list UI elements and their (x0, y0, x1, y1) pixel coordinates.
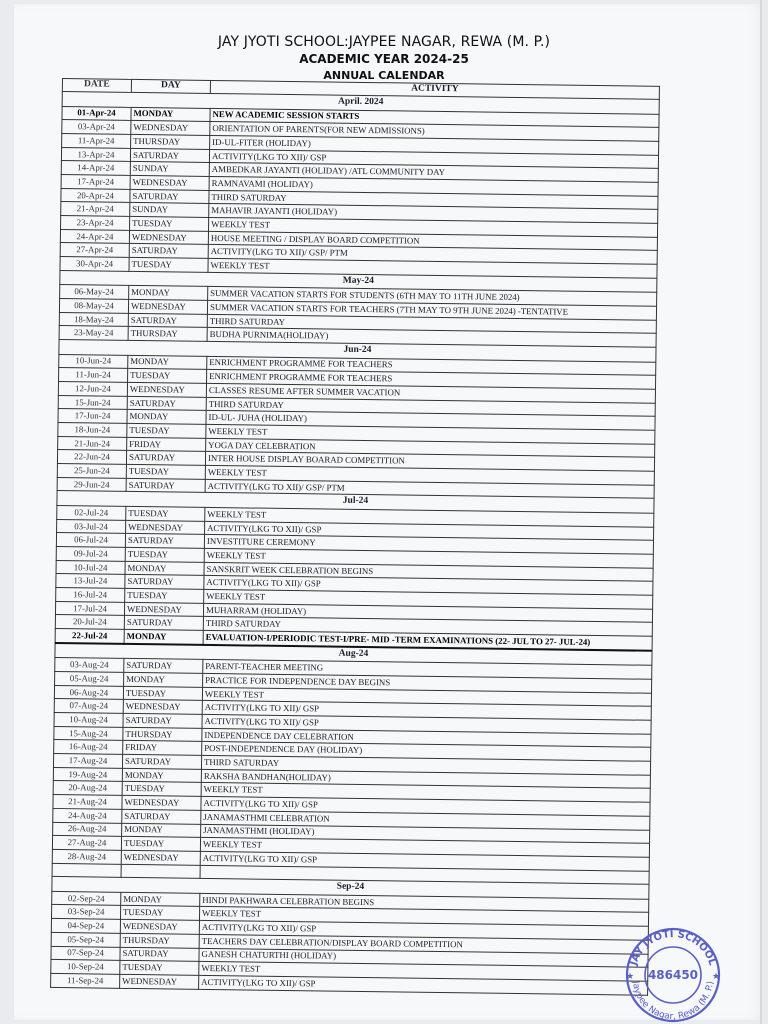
activity-cell: ACTIVITY(LKG TO XII)/ GSP (201, 797, 650, 817)
month-heading: Jun-24 (59, 339, 656, 361)
day-cell: SATURDAY (126, 451, 205, 466)
date-cell: 17-Aug-24 (53, 754, 122, 769)
activity-cell: ID-UL-FITER (HOLIDAY) (210, 135, 659, 155)
activity-cell: ACTIVITY(LKG TO XII)/ GSP (209, 149, 658, 169)
date-cell: 29-Jun-24 (57, 477, 126, 492)
day-cell: TUESDAY (130, 216, 209, 231)
activity-cell: WEEKLY TEST (200, 838, 649, 858)
date-cell: 14-Apr-24 (61, 161, 130, 176)
activity-cell: NEW ACADEMIC SESSION STARTS (210, 108, 659, 128)
day-cell: SATURDAY (122, 809, 201, 824)
date-cell: 17-Apr-24 (61, 174, 130, 189)
day-cell: WEDNESDAY (120, 919, 199, 934)
activity-cell: WEEKLY TEST (202, 687, 651, 707)
activity-cell: THIRD SATURDAY (209, 190, 658, 210)
date-cell: 28-Aug-24 (52, 849, 121, 864)
day-cell: SATURDAY (130, 148, 209, 163)
day-cell: THURSDAY (120, 933, 199, 948)
activity-cell: INVESTITURE CEREMONY (204, 535, 653, 555)
activity-cell: CLASSES RESUME AFTER SUMMER VACATION (206, 383, 655, 403)
date-cell: 22-Jun-24 (57, 450, 126, 465)
activity-cell: POST-INDEPENDENCE DAY (HOLIDAY) (202, 742, 651, 762)
day-cell: SATURDAY (122, 754, 201, 769)
date-cell: 13-Apr-24 (61, 147, 130, 162)
day-cell: WEDNESDAY (127, 382, 206, 397)
day-cell: TUESDAY (126, 506, 205, 521)
day-cell: WEDNESDAY (129, 230, 208, 245)
calendar-body (51, 92, 660, 995)
date-cell: 23-May-24 (59, 326, 128, 341)
activity-cell: WEEKLY TEST (209, 217, 658, 237)
day-cell: MONDAY (122, 823, 201, 838)
date-cell: 20-Aug-24 (53, 781, 122, 796)
day-cell: WEDNESDAY (120, 974, 199, 989)
day-cell: MONDAY (124, 629, 203, 644)
date-cell: 04-Sep-24 (51, 919, 120, 934)
activity-cell: ENRICHMENT PROGRAMME FOR TEACHERS (207, 356, 656, 376)
stamp-bottom-text: Jaypee Nagar, Rewa (M. P.) (630, 980, 716, 1023)
date-cell: 10-Aug-24 (54, 712, 123, 727)
day-cell: TUESDAY (122, 782, 201, 797)
academic-year: ACADEMIC YEAR 2024-25 (299, 52, 469, 66)
activity-cell: PARENT-TEACHER MEETING (203, 660, 652, 680)
month-heading: Aug-24 (55, 643, 652, 666)
month-heading: April. 2024 (62, 92, 659, 114)
day-cell: MONDAY (131, 107, 210, 122)
activity-cell: ACTIVITY(LKG TO XII)/ GSP (200, 851, 649, 871)
date-cell: 21-Apr-24 (61, 202, 130, 217)
day-cell: SATURDAY (130, 189, 209, 204)
date-cell: 03-Sep-24 (51, 905, 120, 920)
day-cell: SATURDAY (129, 244, 208, 259)
date-cell: 17-Jul-24 (55, 601, 124, 616)
activity-cell: HOUSE MEETING / DISPLAY BOARD COMPETITION (208, 231, 657, 251)
date-cell: 27-Apr-24 (60, 243, 129, 258)
date-cell: 20-Jul-24 (55, 615, 124, 630)
date-cell: 18-May-24 (59, 312, 128, 327)
activity-cell: ACTIVITY(LKG TO XII)/ GSP (204, 576, 653, 596)
activity-cell: INTER HOUSE DISPLAY BOARAD COMPETITION (205, 452, 654, 472)
date-cell: 06-Jul-24 (56, 533, 125, 548)
activity-cell: WEEKLY TEST (205, 465, 654, 485)
activity-cell: WEEKLY TEST (199, 907, 648, 927)
date-cell: 13-Jul-24 (56, 574, 125, 589)
date-cell: 15-Jun-24 (58, 395, 127, 410)
stamp-star-left-icon: ★ (625, 972, 635, 982)
day-cell: MONDAY (122, 768, 201, 783)
date-cell: 02-Sep-24 (52, 891, 121, 906)
day-cell: WEDNESDAY (122, 795, 201, 810)
stamp-top-text: JAY JYOTI SCHOOL (628, 928, 718, 967)
day-cell: SUNDAY (130, 162, 209, 177)
stamp-code: 486450 (647, 968, 699, 982)
activity-column-header: ACTIVITY (210, 80, 659, 99)
date-cell: 07-Aug-24 (54, 699, 123, 714)
day-cell: TUESDAY (129, 257, 208, 272)
day-cell: SATURDAY (124, 616, 203, 631)
calendar-title: ANNUAL CALENDAR (323, 69, 445, 82)
activity-cell: YOGA DAY CELEBRATION (206, 438, 655, 458)
day-cell: SATURDAY (123, 713, 202, 728)
day-cell: MONDAY (124, 672, 203, 687)
date-cell: 05-Aug-24 (55, 671, 124, 686)
date-cell: 11-Sep-24 (51, 973, 120, 988)
activity-cell: JANAMASTHMI (HOLIDAY) (201, 824, 650, 844)
day-cell: SATURDAY (120, 947, 199, 962)
activity-cell: INDEPENDENCE DAY CELEBRATION (202, 728, 651, 748)
activity-cell: PRACTICE FOR INDEPENDENCE DAY BEGINS (203, 673, 652, 693)
date-cell: 10-Jun-24 (59, 354, 128, 369)
date-cell: 06-Aug-24 (54, 685, 123, 700)
activity-cell: ACTIVITY(LKG TO XII)/ GSP (205, 521, 654, 541)
date-cell: 03-Jul-24 (57, 519, 126, 534)
school-seal-stamp (617, 923, 729, 1023)
date-cell: 09-Jul-24 (56, 546, 125, 561)
day-cell: TUESDAY (120, 906, 199, 921)
activity-cell: THIRD SATURDAY (201, 755, 650, 775)
date-cell: 23-Apr-24 (61, 215, 130, 230)
day-cell: TUESDAY (127, 423, 206, 438)
activity-cell: HINDI PAKHWARA CELEBRATION BEGINS (200, 893, 649, 913)
date-cell: 22-Jul-24 (55, 629, 124, 644)
day-cell: MONDAY (128, 355, 207, 370)
date-cell: 24-Aug-24 (53, 808, 122, 823)
date-cell: 18-Jun-24 (58, 422, 127, 437)
date-cell: 07-Sep-24 (51, 946, 120, 961)
date-cell: 25-Jun-24 (57, 463, 126, 478)
day-cell: THURSDAY (131, 134, 210, 149)
month-heading: Jul-24 (57, 491, 654, 513)
date-cell: 01-Apr-24 (62, 106, 131, 121)
day-cell: WEDNESDAY (123, 700, 202, 715)
day-cell: MONDAY (121, 892, 200, 907)
day-cell: MONDAY (127, 410, 206, 425)
date-cell: 19-Aug-24 (53, 767, 122, 782)
activity-cell: WEEKLY TEST (205, 507, 654, 527)
activity-cell: SUMMER VACATION STARTS FOR STUDENTS (6TH MAY TO 11TH JUNE 2024) (208, 287, 657, 307)
activity-cell: ID-UL- JUHA (HOLIDAY) (206, 411, 655, 431)
day-cell: SATURDAY (127, 396, 206, 411)
day-cell: SATURDAY (128, 313, 207, 328)
date-column-header: DATE (62, 79, 131, 93)
date-cell: 02-Jul-24 (57, 505, 126, 520)
activity-cell: WEEKLY TEST (204, 589, 653, 609)
day-cell: WEDNESDAY (128, 299, 207, 314)
day-cell: WEDNESDAY (131, 121, 210, 136)
activity-cell: WEEKLY TEST (201, 783, 650, 803)
day-cell: SUNDAY (130, 203, 209, 218)
date-cell: 11-Jun-24 (59, 368, 128, 383)
day-cell: WEDNESDAY (121, 850, 200, 865)
day-cell: TUESDAY (120, 961, 199, 976)
date-cell: 10-Sep-24 (51, 960, 120, 975)
day-column-header: DAY (131, 79, 210, 93)
date-cell: 03-Apr-24 (62, 120, 131, 135)
date-cell: 11-Apr-24 (62, 133, 131, 148)
day-cell: WEDNESDAY (124, 602, 203, 617)
day-cell: THURSDAY (123, 727, 202, 742)
activity-cell: ENRICHMENT PROGRAMME FOR TEACHERS (207, 370, 656, 390)
calendar-table (50, 78, 660, 995)
date-cell: 20-Apr-24 (61, 188, 130, 203)
date-cell: 10-Jul-24 (56, 560, 125, 575)
page-edge (760, 0, 762, 1024)
activity-cell: THIRD SATURDAY (203, 617, 652, 637)
date-cell: 15-Aug-24 (54, 726, 123, 741)
date-cell: 06-May-24 (60, 285, 129, 300)
day-cell: TUESDAY (125, 588, 204, 603)
day-cell: THURSDAY (128, 327, 207, 342)
activity-cell: ACTIVITY(LKG TO XII)/ GSP (202, 714, 651, 734)
activity-cell: ORIENTATION OF PARENTS(FOR NEW ADMISSIONS) (210, 122, 659, 142)
day-cell: SATURDAY (125, 575, 204, 590)
date-cell: 21-Jun-24 (58, 436, 127, 451)
activity-cell: RAMNAVAMI (HOLIDAY) (209, 176, 658, 196)
activity-cell: ACTIVITY(LKG TO XII)/ GSP (199, 975, 648, 995)
activity-cell: WEEKLY TEST (204, 548, 653, 568)
activity-cell: ACTIVITY(LKG TO XII)/ GSP (199, 920, 648, 940)
date-cell (52, 863, 121, 878)
day-cell: MONDAY (125, 561, 204, 576)
activity-cell: GANESH CHATURTHI (HOLIDAY) (199, 948, 648, 968)
date-cell: 17-Jun-24 (58, 409, 127, 424)
date-cell: 16-Aug-24 (54, 740, 123, 755)
school-name: JAY JYOTI SCHOOL:JAYPEE NAGAR, REWA (M. P.) (217, 34, 551, 50)
stamp-star-right-icon: ★ (711, 972, 721, 982)
activity-cell: ACTIVITY(LKG TO XII)/ GSP/ PTM (205, 479, 654, 499)
date-cell: 30-Apr-24 (60, 257, 129, 272)
activity-cell: MAHAVIR JAYANTI (HOLIDAY) (209, 204, 658, 224)
activity-cell: BUDHA PURNIMA(HOLIDAY) (207, 328, 656, 348)
activity-cell: WEEKLY TEST (199, 962, 648, 982)
day-cell: TUESDAY (128, 369, 207, 384)
activity-cell: THIRD SATURDAY (207, 314, 656, 334)
activity-cell: WEEKLY TEST (206, 424, 655, 444)
day-cell: TUESDAY (121, 837, 200, 852)
day-cell: SATURDAY (125, 534, 204, 549)
day-cell: TUESDAY (123, 686, 202, 701)
activity-cell: ACTIVITY(LKG TO XII)/ GSP/ PTM (208, 245, 657, 265)
activity-cell: JANAMASTHMI CELEBRATION (201, 810, 650, 830)
day-cell: FRIDAY (127, 437, 206, 452)
activity-cell: ACTIVITY(LKG TO XII)/ GSP (202, 701, 651, 721)
date-cell: 24-Apr-24 (60, 229, 129, 244)
month-heading: May-24 (60, 270, 657, 292)
day-cell: MONDAY (129, 286, 208, 301)
date-cell: 26-Aug-24 (53, 822, 122, 837)
activity-cell: WEEKLY TEST (208, 258, 657, 278)
day-cell: TUESDAY (125, 547, 204, 562)
date-cell: 08-May-24 (59, 298, 128, 313)
activity-cell: RAKSHA BANDHAN(HOLIDAY) (201, 769, 650, 789)
day-cell: WEDNESDAY (130, 175, 209, 190)
day-cell: SATURDAY (124, 659, 203, 674)
date-cell: 03-Aug-24 (55, 658, 124, 673)
day-cell: WEDNESDAY (126, 520, 205, 535)
date-cell: 16-Jul-24 (56, 587, 125, 602)
activity-cell: EVALUATION-I/PERIODIC TEST-I/PRE- MID -TERM EXAMINATIONS (22- JUL TO 27- JUL-24) (203, 630, 652, 650)
month-heading: Sep-24 (52, 877, 649, 899)
activity-cell: THIRD SATURDAY (206, 397, 655, 417)
day-cell: SATURDAY (126, 478, 205, 493)
date-cell: 12-Jun-24 (58, 381, 127, 396)
activity-cell: SANSKRIT WEEK CELEBRATION BEGINS (204, 562, 653, 582)
activity-cell: TEACHERS DAY CELEBRATION/DISPLAY BOARD COMPETITION (199, 934, 648, 954)
activity-cell: SUMMER VACATION STARTS FOR TEACHERS (7TH MAY TO 9TH JUNE 2024) -TENTATIVE (207, 300, 656, 320)
date-cell: 21-Aug-24 (53, 795, 122, 810)
date-cell: 27-Aug-24 (52, 836, 121, 851)
date-cell: 05-Sep-24 (51, 932, 120, 947)
day-cell: FRIDAY (123, 741, 202, 756)
activity-cell: MUHARRAM (HOLIDAY) (203, 603, 652, 623)
day-cell: TUESDAY (126, 464, 205, 479)
day-cell (121, 864, 200, 879)
activity-cell: AMBEDKAR JAYANTI (HOLIDAY) /ATL COMMUNITY DAY (209, 163, 658, 183)
